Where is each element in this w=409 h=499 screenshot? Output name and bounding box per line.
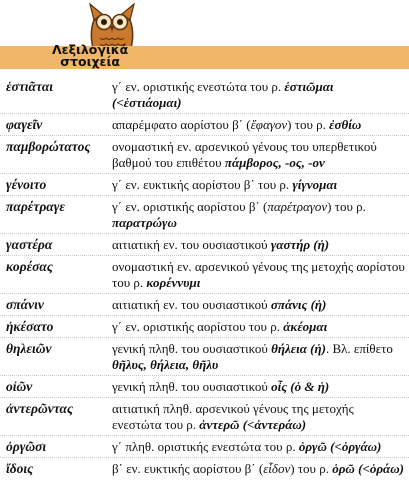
glossary-term: γένοιτο	[6, 177, 47, 192]
glossary-definition	[112, 199, 409, 231]
glossary-definition	[112, 259, 409, 291]
definition-headword: θήλεια (ἡ)	[271, 341, 326, 356]
glossary-definition	[112, 439, 409, 455]
definition-text: γενική πληθ. του ουσιαστικού	[112, 341, 272, 356]
definition-text: ) του ρ.	[287, 117, 330, 132]
glossary-term: γαστέρα	[6, 237, 53, 252]
definition-text: ) του ρ.	[290, 461, 333, 476]
definition-form: ἔφαγον	[250, 117, 288, 132]
definition-headword: πάμβορος, -ος, -ον	[224, 155, 325, 170]
glossary-row	[0, 316, 409, 338]
glossary-term: φαγεῖν	[6, 117, 43, 132]
glossary-definition	[112, 401, 409, 433]
definition-form: παρέτραγον	[267, 199, 328, 214]
glossary-row	[0, 136, 409, 174]
glossary-row	[0, 294, 409, 316]
glossary-definition	[112, 319, 409, 335]
definition-headword: οἶς (ὁ & ἡ)	[271, 379, 330, 394]
glossary-definition	[112, 139, 409, 171]
definition-text: γενική πληθ. του ουσιαστικού	[112, 379, 272, 394]
definition-headword: ὀργῶ (<ὀργάω)	[298, 439, 382, 454]
header	[0, 0, 409, 74]
definition-headword: γαστήρ (ἡ)	[270, 237, 330, 252]
glossary-term: ἀντερῶντας	[6, 401, 73, 416]
glossary-term: ἠκέσατο	[6, 319, 54, 334]
glossary-row	[0, 436, 409, 458]
definition-headword: γίγνομαι	[292, 177, 338, 192]
glossary-term: σπάνιν	[6, 297, 44, 312]
glossary-definition	[112, 379, 409, 395]
section-title-line1: Λεξιλογικά	[52, 42, 129, 57]
definition-text: . Βλ. επίθετο	[325, 341, 393, 356]
definition-text: γ΄ εν. οριστικής αορίστου του ρ.	[112, 319, 284, 334]
glossary-term: ἴδοις	[6, 461, 34, 476]
glossary-term: παμβορώτατος	[6, 139, 91, 154]
glossary-term: ἑστιᾶται	[6, 79, 54, 94]
definition-text: β΄ εν. ευκτικής αορίστου β΄ (	[112, 461, 264, 476]
definition-text: γ΄ εν. οριστικής ενεστώτα του ρ.	[112, 79, 285, 94]
definition-text: αιτιατική εν. του ουσιαστικού	[112, 297, 271, 312]
glossary-definition	[112, 117, 409, 133]
section-title	[52, 44, 128, 68]
glossary-row	[0, 376, 409, 398]
glossary-term: κορέσας	[6, 259, 53, 274]
glossary-row	[0, 76, 409, 114]
section-title-line2: στοιχεία	[60, 54, 120, 69]
definition-text: απαρέμφατο αορίστου β΄ (	[112, 117, 251, 132]
definition-text: ) του ρ.	[327, 199, 366, 214]
definition-headword: ἀκέομαι	[283, 319, 328, 334]
definition-text: γ΄ εν. οριστικής αορίστου β΄ (	[112, 199, 268, 214]
glossary-definition	[112, 237, 409, 253]
glossary-list	[0, 76, 409, 479]
glossary-row	[0, 174, 409, 196]
definition-text: αιτιατική εν. του ουσιαστικού	[112, 237, 271, 252]
definition-headword: παρατρώγω	[112, 215, 177, 230]
glossary-row	[0, 234, 409, 256]
glossary-definition	[112, 341, 409, 373]
glossary-row	[0, 114, 409, 136]
glossary-definition	[112, 461, 409, 477]
definition-text: γ΄ εν. ευκτικής αορίστου β΄ του ρ.	[112, 177, 293, 192]
definition-headword: ἐσθίω	[329, 117, 362, 132]
glossary-row	[0, 398, 409, 436]
glossary-row	[0, 256, 409, 294]
definition-text: αιτιατική πληθ. αρσενικού γένους της μετοχής ενεστώτα του ρ.	[112, 401, 354, 432]
glossary-term: ὀργῶσι	[6, 439, 47, 454]
definition-text: γ΄ πληθ. οριστικής ενεστώτα του ρ.	[112, 439, 299, 454]
definition-headword: σπάνις (ἡ)	[270, 297, 327, 312]
definition-headword: ὁρῶ (<ὁράω)	[332, 461, 404, 476]
glossary-term: οἰῶν	[6, 379, 33, 394]
glossary-term: παρέτραγε	[6, 199, 65, 214]
definition-text: ονομαστική εν. αρσενικού γένους της μετοχής αορίστου του ρ.	[112, 259, 405, 290]
definition-text: ονομαστική εν. αρσενικού γένους του υπερθετικού βαθμού του επιθέτου	[112, 139, 377, 170]
glossary-row	[0, 196, 409, 234]
glossary-definition	[112, 297, 409, 313]
definition-headword: κορέννυμι	[146, 275, 201, 290]
definition-headword: ἑστιῶμαι (<ἑστιάομαι)	[112, 79, 334, 110]
glossary-row	[0, 338, 409, 376]
glossary-row	[0, 458, 409, 479]
glossary-definition	[112, 177, 409, 193]
glossary-definition	[112, 79, 409, 111]
definition-headword: θῆλυς, θήλεια, θῆλυ	[112, 357, 219, 372]
definition-form: εἶδον	[263, 461, 291, 476]
definition-headword: ἀντερῶ (<ἀντεράω)	[199, 417, 307, 432]
glossary-term: θηλειῶν	[6, 341, 52, 356]
